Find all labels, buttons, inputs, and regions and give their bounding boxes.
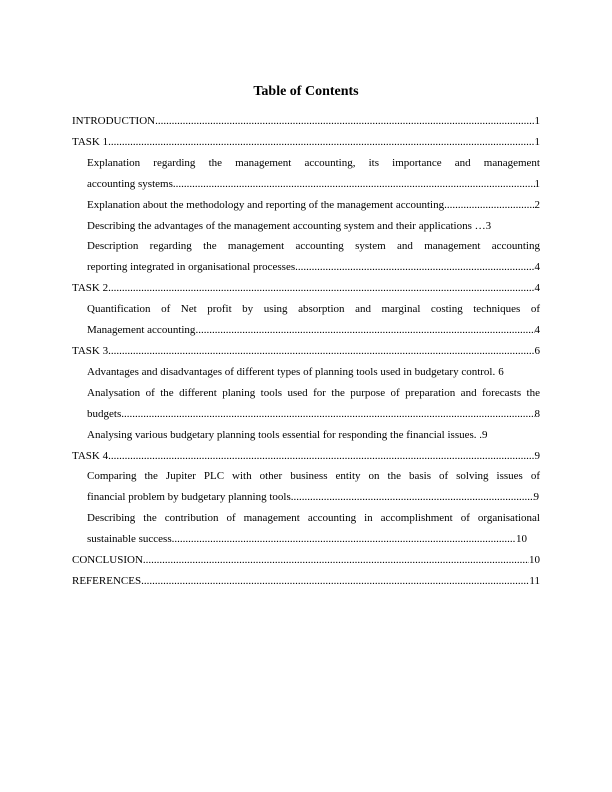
toc-entry-label-line1: Describing the contribution of management accounting in accomplishment of organisational — [87, 512, 540, 525]
toc-page-number: 6 — [498, 365, 504, 378]
toc-entry-label-line2: Management accounting — [87, 324, 196, 337]
dot-leader — [173, 174, 535, 195]
toc-entry-jupiter-comparison[interactable] — [72, 466, 540, 508]
dot-leader — [155, 111, 534, 132]
dot-leader — [121, 404, 534, 425]
page-title: Table of Contents — [253, 84, 359, 99]
toc-entry-label: INTRODUCTION — [72, 115, 156, 127]
toc-entry-planning-tools-pros-cons[interactable] — [72, 362, 540, 383]
toc-entry-label: Analysing various budgetary planning tools essential for responding the financial issues. . — [87, 428, 483, 441]
toc-entry-methodology-reporting[interactable] — [72, 195, 540, 216]
toc-entry-task-1[interactable] — [72, 132, 540, 153]
dot-leader — [143, 550, 529, 571]
toc-entry-net-profit-quantification[interactable] — [72, 299, 540, 341]
toc-entry-label: Describing the advantages of the management accounting system and their applications … — [87, 219, 486, 232]
toc-entry-sustainable-success[interactable] — [72, 508, 540, 550]
toc-page-number: 3 — [485, 219, 492, 232]
toc-entry-advantages-system[interactable] — [72, 216, 540, 237]
dot-leader — [444, 195, 534, 216]
toc-entry-label-line1: Description regarding the management accounting system and management accounting — [87, 240, 540, 253]
dot-leader — [141, 571, 529, 592]
toc-page-number: 11 — [529, 574, 540, 587]
toc-entry-label-line1: Analysation of the different planing tools used for the purpose of preparation and forecasts the — [87, 386, 540, 399]
toc-page-number: 10 — [516, 533, 527, 546]
toc-page-number: 8 — [534, 407, 540, 420]
toc-entry-label-line1: Quantification of Net profit by using absorption and marginal costing techniques of — [87, 303, 540, 316]
dot-leader — [291, 487, 534, 508]
dot-leader — [295, 257, 534, 278]
toc-entry-management-accounting-importance[interactable] — [72, 153, 540, 195]
toc-page-number: 6 — [534, 344, 540, 357]
toc-entry-task-3[interactable] — [72, 341, 540, 362]
toc-page-number: 10 — [529, 554, 540, 567]
toc-page-number: 1 — [534, 115, 540, 127]
toc-entry-label: TASK 2 — [72, 282, 109, 295]
toc-page-number: 1 — [534, 177, 540, 190]
toc-page-number: 4 — [534, 282, 540, 295]
toc-entry-label-line2: reporting integrated in organisational processes — [87, 261, 296, 274]
dot-leader — [108, 132, 534, 153]
dot-leader — [195, 320, 534, 341]
toc-entry-task-4[interactable] — [72, 446, 540, 467]
toc-entry-label: TASK 3 — [72, 344, 109, 357]
toc-entry-label: Explanation about the methodology and reporting of the management accounting — [87, 198, 445, 211]
dot-leader — [108, 446, 534, 467]
toc-page-number: 9 — [482, 428, 488, 441]
toc-page-number: 9 — [534, 449, 540, 462]
toc-entry-label: CONCLUSION — [72, 554, 143, 567]
toc-entry-planning-tools-analysis[interactable] — [72, 383, 540, 425]
dot-leader — [172, 529, 516, 550]
toc-entry-label: Advantages and disadvantages of different types of planning tools used in budgetary control. — [87, 365, 496, 378]
toc-entry-conclusion[interactable] — [72, 550, 540, 571]
toc-entry-label: TASK 1 — [72, 135, 109, 148]
table-of-contents — [72, 111, 540, 592]
toc-page-number: 9 — [533, 491, 539, 504]
toc-page-number: 4 — [534, 261, 540, 274]
toc-entry-label-line2: accounting systems — [87, 177, 173, 190]
dot-leader — [108, 341, 534, 362]
toc-entry-budgetary-tools-financial-issues[interactable] — [72, 425, 540, 446]
dot-leader — [108, 278, 534, 299]
toc-entry-introduction[interactable] — [72, 111, 540, 132]
toc-entry-references[interactable] — [72, 571, 540, 592]
toc-entry-task-2[interactable] — [72, 278, 540, 299]
toc-entry-label-line1: Explanation regarding the management accounting, its importance and management — [87, 156, 540, 169]
toc-page-number: 1 — [534, 135, 540, 148]
toc-page-number: 4 — [534, 324, 540, 337]
toc-entry-label: REFERENCES — [72, 574, 142, 587]
toc-entry-label-line2: budgets — [87, 407, 122, 420]
toc-entry-label: TASK 4 — [72, 449, 109, 462]
toc-entry-label-line2: financial problem by budgetary planning tools — [87, 491, 291, 504]
toc-entry-label-line2: sustainable success — [87, 533, 172, 546]
toc-entry-label-line1: Comparing the Jupiter PLC with other business entity on the basis of solving issues of — [87, 470, 540, 483]
toc-entry-reporting-integrated[interactable] — [72, 236, 540, 278]
toc-page-number: 2 — [534, 198, 540, 211]
